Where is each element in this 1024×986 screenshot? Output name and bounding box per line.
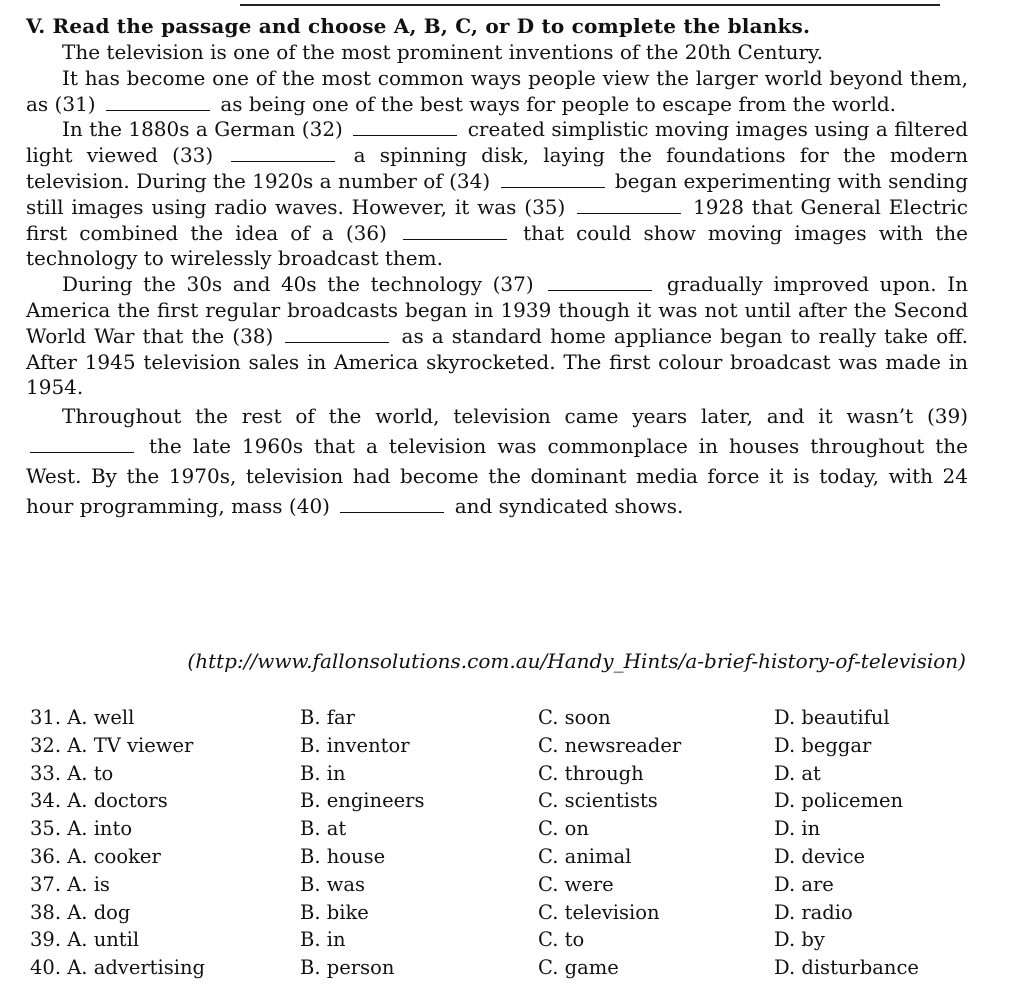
paragraph-5-text-b: the late 1960s that a television was commonplace in houses throughout the West. By the 1970s, television had become the dominant media force it is today, with 24 hour programming, mass (40) bbox=[26, 434, 969, 519]
option-36-a[interactable]: 36. A. cooker bbox=[30, 844, 161, 868]
option-36-c[interactable]: C. animal bbox=[538, 844, 632, 868]
paragraph-4-text-a: During the 30s and 40s the technology (37) bbox=[62, 272, 534, 297]
option-31-c[interactable]: C. soon bbox=[538, 706, 611, 729]
paragraph-3-text-a: In the 1880s a German (32) bbox=[62, 117, 343, 142]
blank-35[interactable] bbox=[577, 197, 681, 214]
paragraph-4-text-b: gradually improved upon. In America the first regular broadcasts began in 1939 though it was not until after the Second World War that the (38) bbox=[26, 272, 969, 348]
question-37-options bbox=[30, 873, 970, 901]
blank-31[interactable] bbox=[106, 94, 210, 111]
source-citation: (http://www.fallonsolutions.com.au/Handy_Hints/a-brief-history-of-television) bbox=[187, 649, 966, 673]
paragraph-5-text-a: Throughout the rest of the world, television came years later, and it wasn’t (39) bbox=[62, 404, 968, 429]
option-32-b[interactable]: B. inventor bbox=[300, 733, 410, 757]
option-34-c[interactable]: C. scientists bbox=[538, 789, 658, 813]
paragraph-3-text-d: began experimenting with sending still images using radio waves. However, it was (35) bbox=[26, 168, 969, 219]
question-39-options bbox=[30, 928, 970, 956]
paragraph-2 bbox=[26, 66, 968, 118]
option-39-b[interactable]: B. in bbox=[300, 928, 346, 952]
option-33-a[interactable]: 33. A. to bbox=[30, 761, 114, 785]
paragraph-3-text-c: a spinning disk, laying the foundations for the modern television. During the 1920s a number of (34) bbox=[26, 143, 969, 193]
question-38-options bbox=[30, 901, 970, 929]
question-35-options bbox=[30, 817, 970, 845]
option-36-b[interactable]: B. house bbox=[300, 844, 386, 868]
question-31-options bbox=[30, 706, 970, 734]
question-33-options bbox=[30, 762, 970, 790]
option-37-d[interactable]: D. are bbox=[774, 872, 834, 896]
option-38-c[interactable]: C. television bbox=[538, 900, 660, 924]
option-35-d[interactable]: D. in bbox=[774, 817, 821, 841]
option-36-d[interactable]: D. device bbox=[774, 844, 866, 868]
blank-39[interactable] bbox=[30, 436, 134, 453]
blank-38[interactable] bbox=[285, 326, 389, 343]
paragraph-5 bbox=[26, 401, 968, 521]
option-32-d[interactable]: D. beggar bbox=[774, 733, 872, 757]
paragraph-3-text-f: that could show moving images with the technology to wirelessly broadcast them. bbox=[26, 220, 968, 271]
option-32-c[interactable]: C. newsreader bbox=[538, 733, 682, 757]
option-33-b[interactable]: B. in bbox=[300, 761, 346, 785]
option-40-a[interactable]: 40. A. advertising bbox=[30, 956, 206, 980]
paragraph-3-text-b: created simplistic moving images using a filtered light viewed (33) bbox=[26, 117, 969, 168]
option-34-a[interactable]: 34. A. doctors bbox=[30, 789, 168, 813]
option-34-b[interactable]: B. engineers bbox=[300, 789, 425, 813]
paragraph-4-text-c: as a standard home appliance began to really take off. After 1945 television sales in America skyrocketed. The first colour broadcast was made in 1954. bbox=[26, 323, 969, 400]
question-34-options bbox=[30, 789, 970, 817]
option-38-a[interactable]: 38. A. dog bbox=[30, 900, 131, 924]
option-39-a[interactable]: 39. A. until bbox=[30, 928, 140, 952]
option-39-d[interactable]: D. by bbox=[774, 928, 825, 952]
paragraph-3-text-e: 1928 that General Electric first combined the idea of a (36) bbox=[26, 194, 969, 245]
option-31-a[interactable]: 31. A. well bbox=[30, 706, 135, 729]
answer-options bbox=[30, 706, 970, 984]
option-38-d[interactable]: D. radio bbox=[774, 900, 853, 924]
option-37-a[interactable]: 37. A. is bbox=[30, 872, 110, 896]
blank-40[interactable] bbox=[340, 496, 444, 513]
paragraph-2-text-a: It has become one of the most common ways people view the larger world beyond them, as (31) bbox=[26, 65, 968, 116]
question-32-options bbox=[30, 734, 970, 762]
option-40-d[interactable]: D. disturbance bbox=[774, 956, 919, 980]
blank-34[interactable] bbox=[501, 171, 605, 188]
option-32-a[interactable]: 32. A. TV viewer bbox=[30, 733, 194, 757]
blank-37[interactable] bbox=[548, 274, 652, 291]
option-38-b[interactable]: B. bike bbox=[300, 900, 369, 924]
blank-36[interactable] bbox=[403, 223, 507, 240]
option-37-c[interactable]: C. were bbox=[538, 872, 614, 896]
blank-32[interactable] bbox=[353, 119, 457, 136]
option-33-c[interactable]: C. through bbox=[538, 761, 644, 785]
paragraph-3 bbox=[26, 117, 968, 272]
option-31-d[interactable]: D. beautiful bbox=[774, 706, 890, 729]
option-35-a[interactable]: 35. A. into bbox=[30, 817, 133, 841]
option-31-b[interactable]: B. far bbox=[300, 706, 355, 729]
question-36-options bbox=[30, 845, 970, 873]
option-34-d[interactable]: D. policemen bbox=[774, 789, 904, 813]
option-35-b[interactable]: B. at bbox=[300, 817, 347, 841]
option-33-d[interactable]: D. at bbox=[774, 761, 821, 785]
reading-passage bbox=[26, 40, 968, 521]
paragraph-1 bbox=[26, 40, 968, 66]
option-37-b[interactable]: B. was bbox=[300, 872, 366, 896]
blank-33[interactable] bbox=[231, 145, 335, 162]
paragraph-5-text-c: and syndicated shows. bbox=[454, 494, 684, 519]
option-40-b[interactable]: B. person bbox=[300, 956, 395, 980]
option-39-c[interactable]: C. to bbox=[538, 928, 585, 952]
option-35-c[interactable]: C. on bbox=[538, 817, 589, 841]
question-40-options bbox=[30, 956, 970, 984]
paragraph-2-text-b: as being one of the best ways for people to escape from the world. bbox=[220, 91, 897, 116]
exercise-heading: V. Read the passage and choose A, B, C, or D to complete the blanks. bbox=[26, 14, 811, 38]
paragraph-1-text: The television is one of the most prominent inventions of the 20th Century. bbox=[62, 40, 824, 64]
top-divider bbox=[240, 4, 940, 6]
paragraph-4 bbox=[26, 272, 968, 401]
option-40-c[interactable]: C. game bbox=[538, 956, 619, 980]
